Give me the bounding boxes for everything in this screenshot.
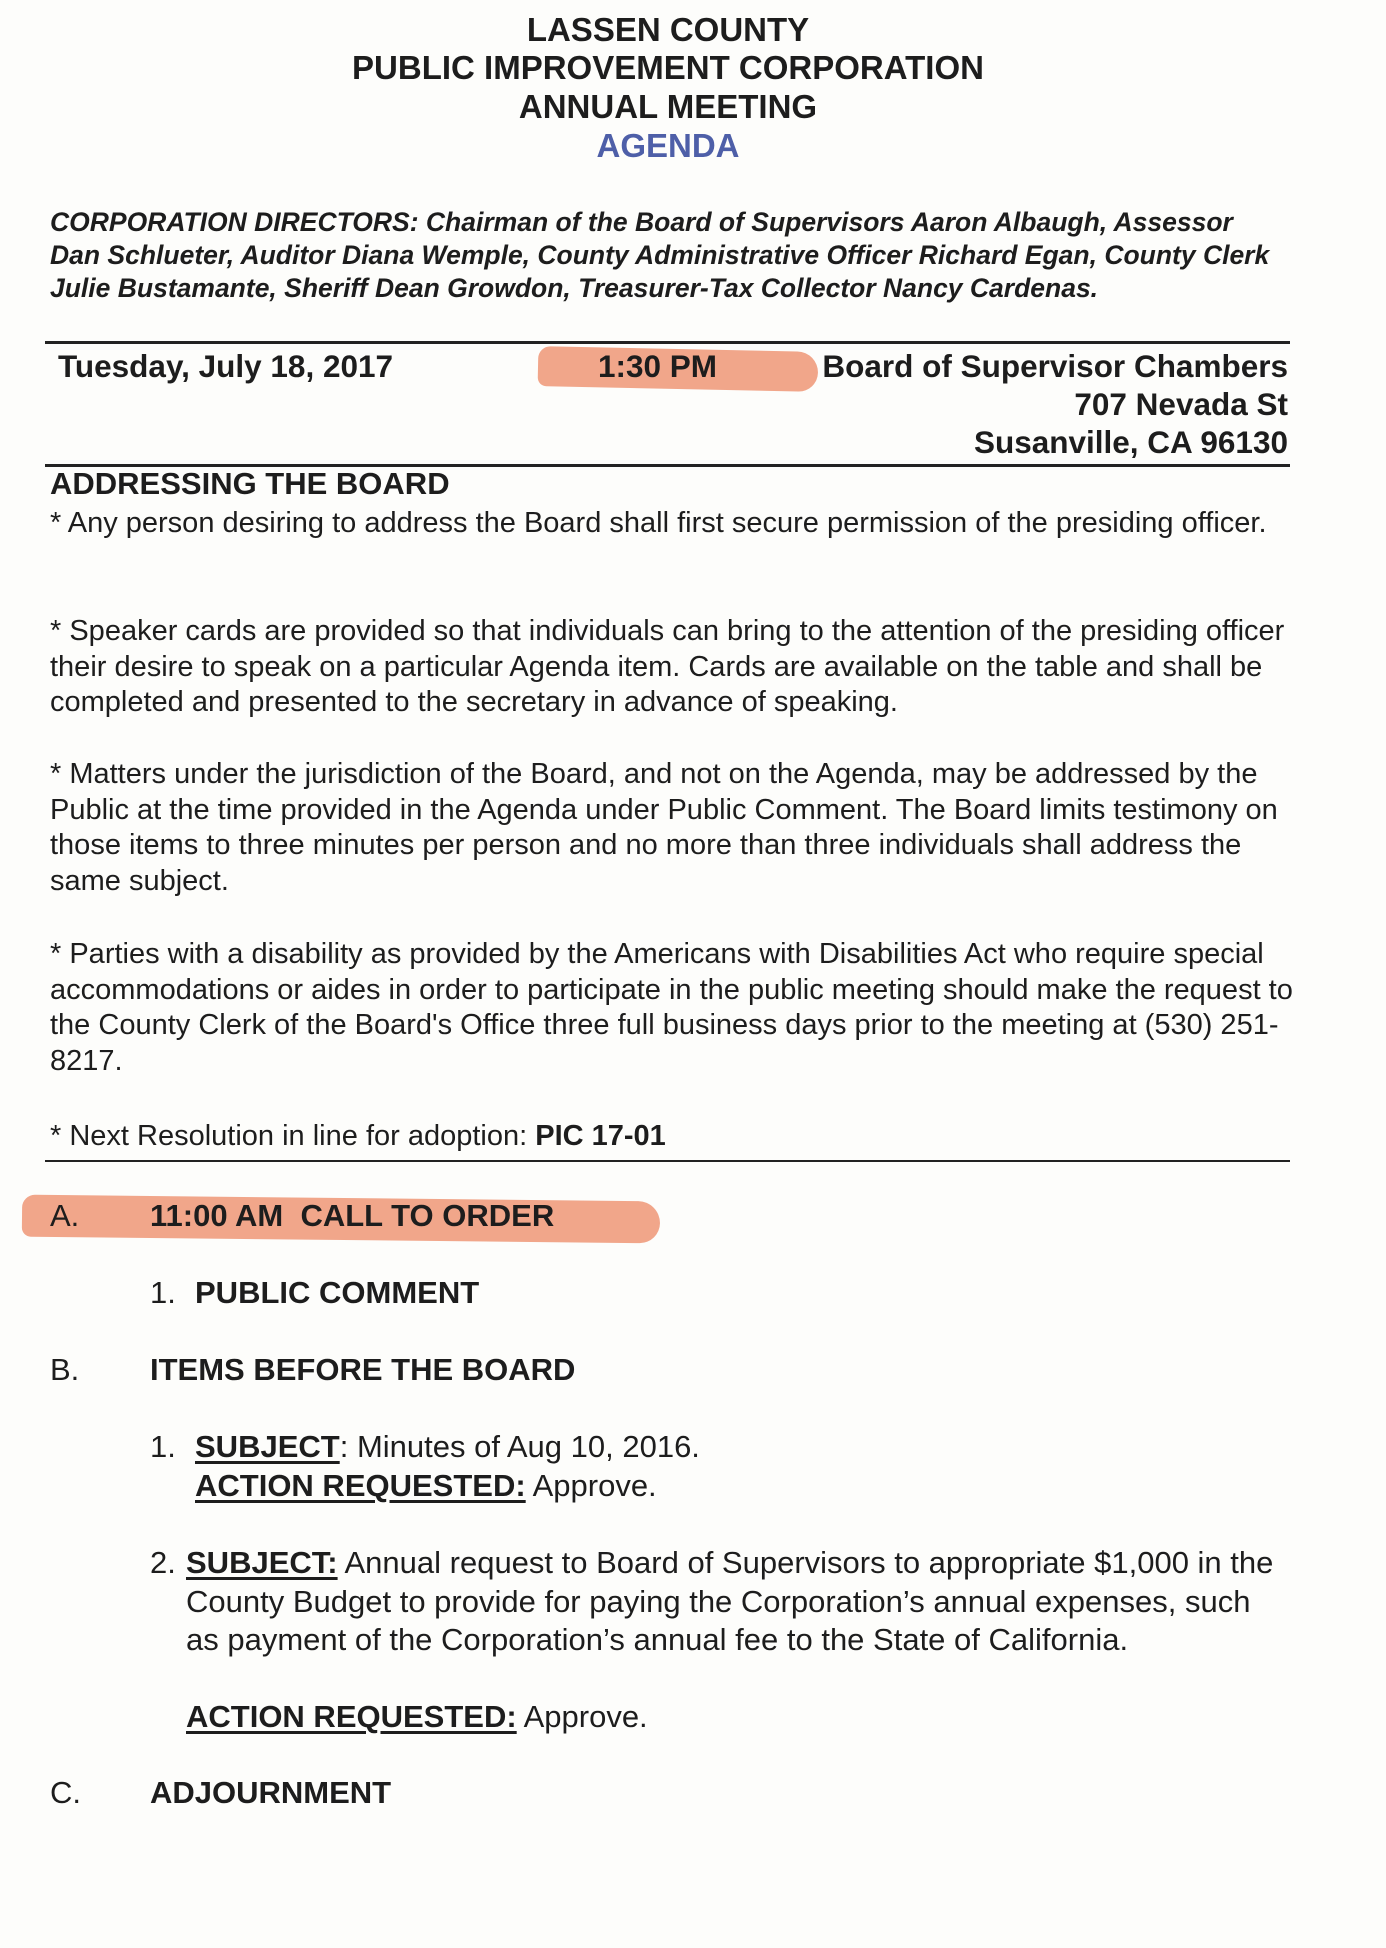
rule-speaker-cards: * Speaker cards are provided so that individuals can bring to the attention of the presiding officer their desire to speak on a particular Agenda item. Cards are available on the table and shall be completed and presented to the secretary in advance of speaking. (50, 615, 1285, 718)
rule-public-comment: * Matters under the jurisdiction of the Board, and not on the Agenda, may be addressed by the Public at the time provided in the Agenda under Public Comment. The Board limits testimony on those items to three minutes per person and no more than three individuals shall address the same subject. (50, 758, 1278, 897)
item-b-2-subject-text: Annual request to Board of Supervisors to appropriate $1,000 in the County Budget to provide for paying the Corporation’s annual expenses, such as payment of the Corporation’s annual fee to the State of California. (186, 1545, 1274, 1657)
meeting-street: 707 Nevada St (1074, 386, 1288, 422)
item-b-2-action-text: Approve. (523, 1699, 648, 1734)
item-c-letter: C. (50, 1775, 81, 1810)
meeting-city: Susanville, CA 96130 (973, 424, 1288, 460)
item-b-1-subject-text: Minutes of Aug 10, 2016. (356, 1429, 700, 1464)
item-b-1-subject-label: SUBJECT (195, 1429, 340, 1464)
header-meeting: ANNUAL MEETING (518, 88, 818, 125)
rule-permission: * Any person desiring to address the Board shall first secure permission of the presiding officer. (50, 507, 1267, 539)
item-b-1-number: 1. (150, 1429, 176, 1464)
next-resolution-value: PIC 17-01 (535, 1120, 666, 1152)
meeting-location: Board of Supervisor Chambers (822, 348, 1288, 384)
item-b-2-action (186, 1698, 648, 1737)
divider-top (45, 341, 1290, 344)
header-corporation: PUBLIC IMPROVEMENT CORPORATION (352, 49, 984, 86)
item-b-1-action-label: ACTION REQUESTED: (195, 1468, 526, 1503)
item-a-letter: A. (50, 1198, 80, 1233)
meeting-date: Tuesday, July 18, 2017 (58, 348, 394, 384)
item-b-1-action-text: Approve. (532, 1468, 657, 1503)
header-agenda: AGENDA (596, 127, 740, 164)
item-b-letter: B. (50, 1352, 80, 1387)
item-a-heading: 11:00 AM CALL TO ORDER (150, 1198, 555, 1233)
item-b-2-subject (186, 1544, 1284, 1660)
item-b-2-subject-label: SUBJECT: (186, 1545, 338, 1580)
divider-bottom (45, 1160, 1290, 1162)
header-county: LASSEN COUNTY (526, 11, 810, 48)
addressing-heading: ADDRESSING THE BOARD (50, 466, 450, 501)
item-b-heading: ITEMS BEFORE THE BOARD (150, 1352, 576, 1387)
item-b-2-action-label: ACTION REQUESTED: (186, 1699, 517, 1734)
item-b-1-subject (195, 1428, 700, 1467)
item-b-1-action (195, 1467, 657, 1506)
corporation-directors: CORPORATION DIRECTORS: Chairman of the Board of Supervisors Aaron Albaugh, Assessor Dan Schlueter, Auditor Diana Wemple, County Administrative Officer Richard Egan, County Clerk Julie Bustamante, Sheriff Dean Growdon, Treasurer-Tax Collector Nancy Cardenas. (50, 207, 1270, 303)
item-c-heading: ADJOURNMENT (150, 1775, 392, 1810)
item-b-1-subject-colon: : (339, 1429, 349, 1464)
item-b-2-number: 2. (150, 1545, 176, 1580)
next-resolution-label: * Next Resolution in line for adoption: (50, 1120, 528, 1152)
item-a-1-number: 1. (150, 1275, 176, 1310)
item-a-1-public-comment: PUBLIC COMMENT (195, 1275, 480, 1310)
meeting-time: 1:30 PM (598, 348, 718, 384)
rule-disability: * Parties with a disability as provided by the Americans with Disabilities Act who require special accommodations or aides in order to participate in the public meeting should make the request to the County Clerk of the Board's Office three full business days prior to the meeting at (530) 251-8217. (50, 938, 1293, 1077)
next-resolution (50, 1118, 666, 1154)
